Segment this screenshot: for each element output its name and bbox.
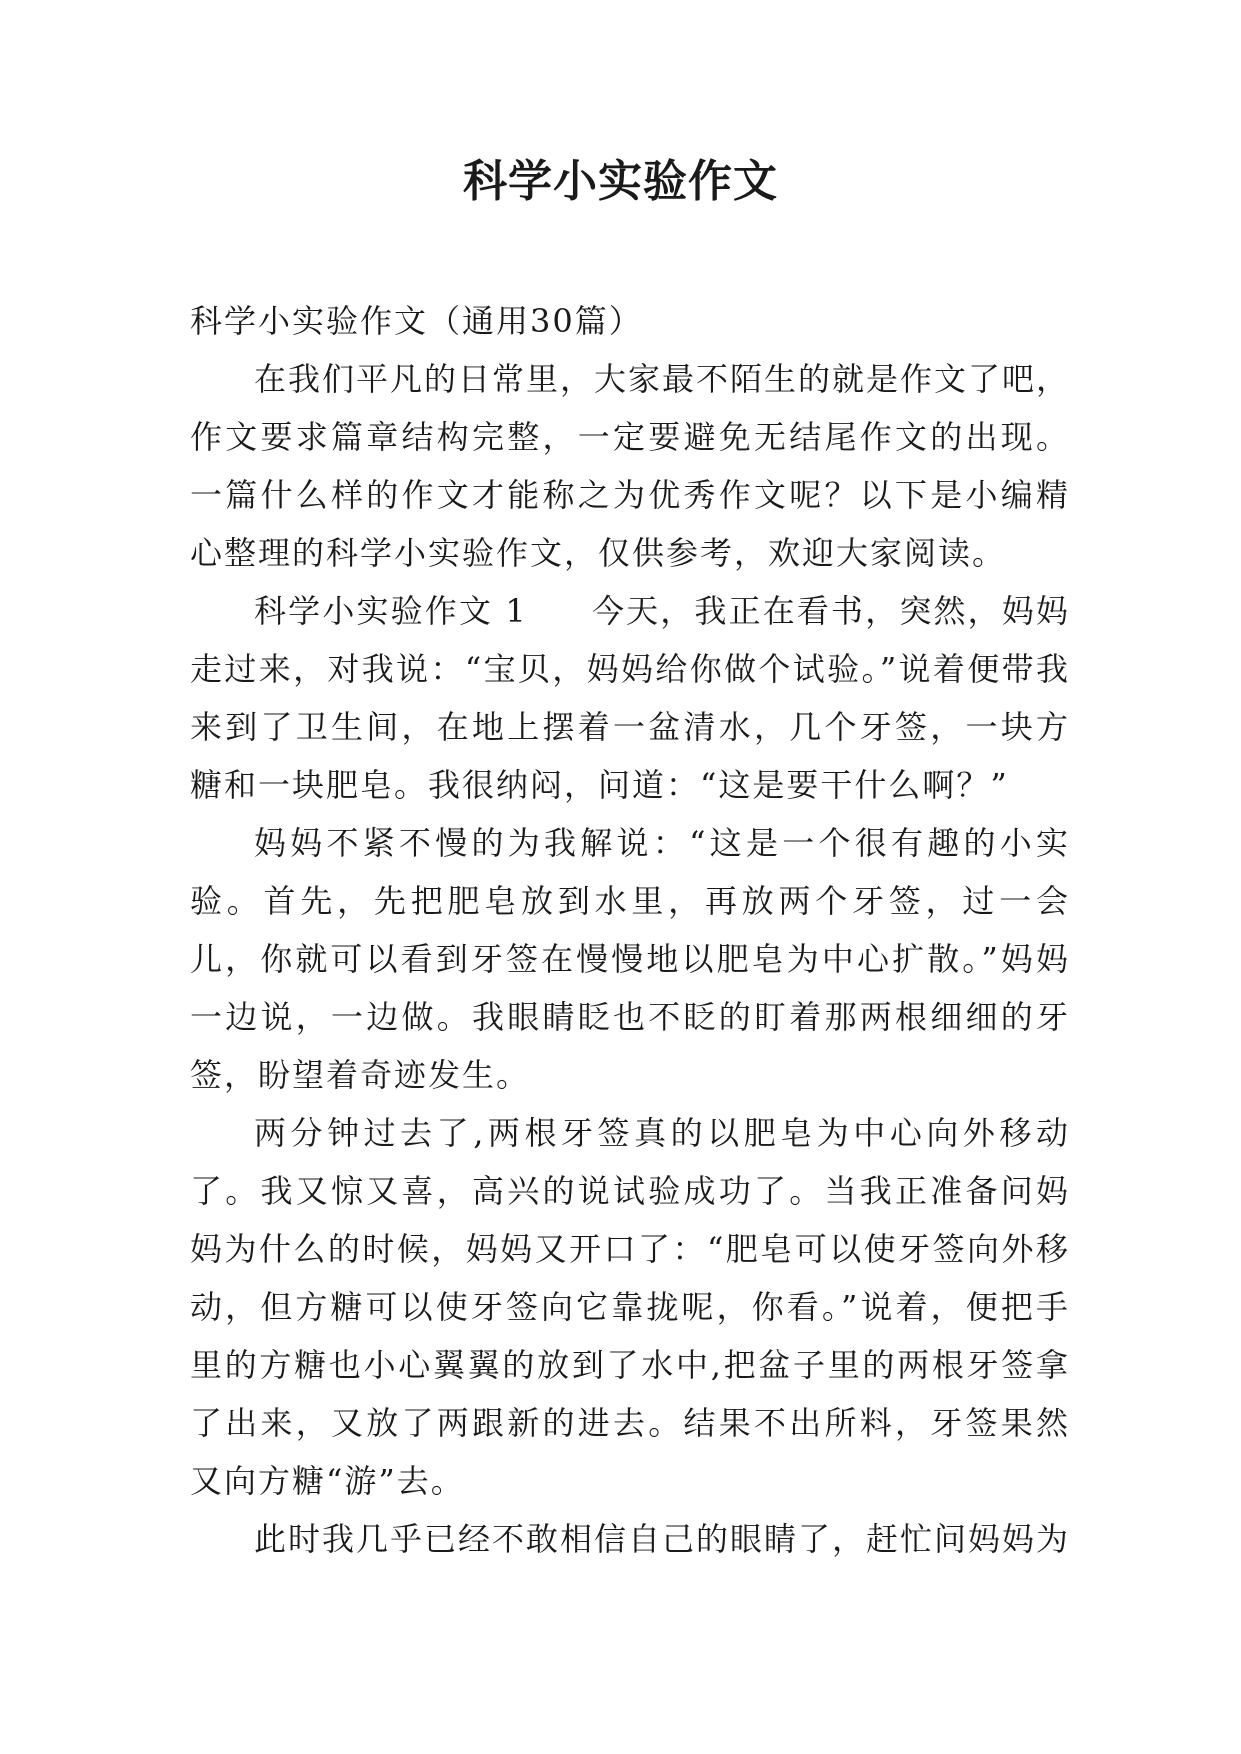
document-title: 科学小实验作文 [463,156,778,207]
document-body [190,292,1070,1568]
essay-1-paragraph-2: 妈妈不紧不慢的为我解说：“这是一个很有趣的小实验。首先，先把肥皂放到水里，再放两个牙签，过一会儿，你就可以看到牙签在慢慢地以肥皂为中心扩散。”妈妈一边说，一边做。我眼睛眨也不眨的盯着那两根细细的牙签，盼望着奇迹发生。 [190,824,1070,1094]
essay-1-paragraph-4: 此时我几乎已经不敢相信自己的眼睛了，赶忙问妈妈为 [254,1520,1071,1558]
essay-1-first-paragraph [190,582,1070,814]
document-subtitle: 科学小实验作文（通用30篇） [190,302,643,340]
essay-1-heading: 科学小实验作文 1 [254,592,528,630]
essay-1-paragraph-1: 今天，我正在看书，突然，妈妈走过来，对我说：“宝贝，妈妈给你做个试验。”说着便带我来到了卫生间，在地上摆着一盆清水，几个牙签，一块方糖和一块肥皂。我很纳闷，问道：“这是要干什么啊？” [190,592,1070,804]
essay-1-paragraph-3: 两分钟过去了,两根牙签真的以肥皂为中心向外移动了。我又惊又喜，高兴的说试验成功了。当我正准备问妈妈为什么的时候，妈妈又开口了：“肥皂可以使牙签向外移动，但方糖可以使牙签向它靠拢呢，你看。”说着，便把手里的方糖也小心翼翼的放到了水中,把盆子里的两根牙签拿了出来，又放了两跟新的进去。结果不出所料，牙签果然又向方糖“游”去。 [190,1114,1070,1500]
intro-paragraph: 在我们平凡的日常里，大家最不陌生的就是作文了吧，作文要求篇章结构完整，一定要避免无结尾作文的出现。一篇什么样的作文才能称之为优秀作文呢？以下是小编精心整理的科学小实验作文，仅供参考，欢迎大家阅读。 [190,360,1071,572]
